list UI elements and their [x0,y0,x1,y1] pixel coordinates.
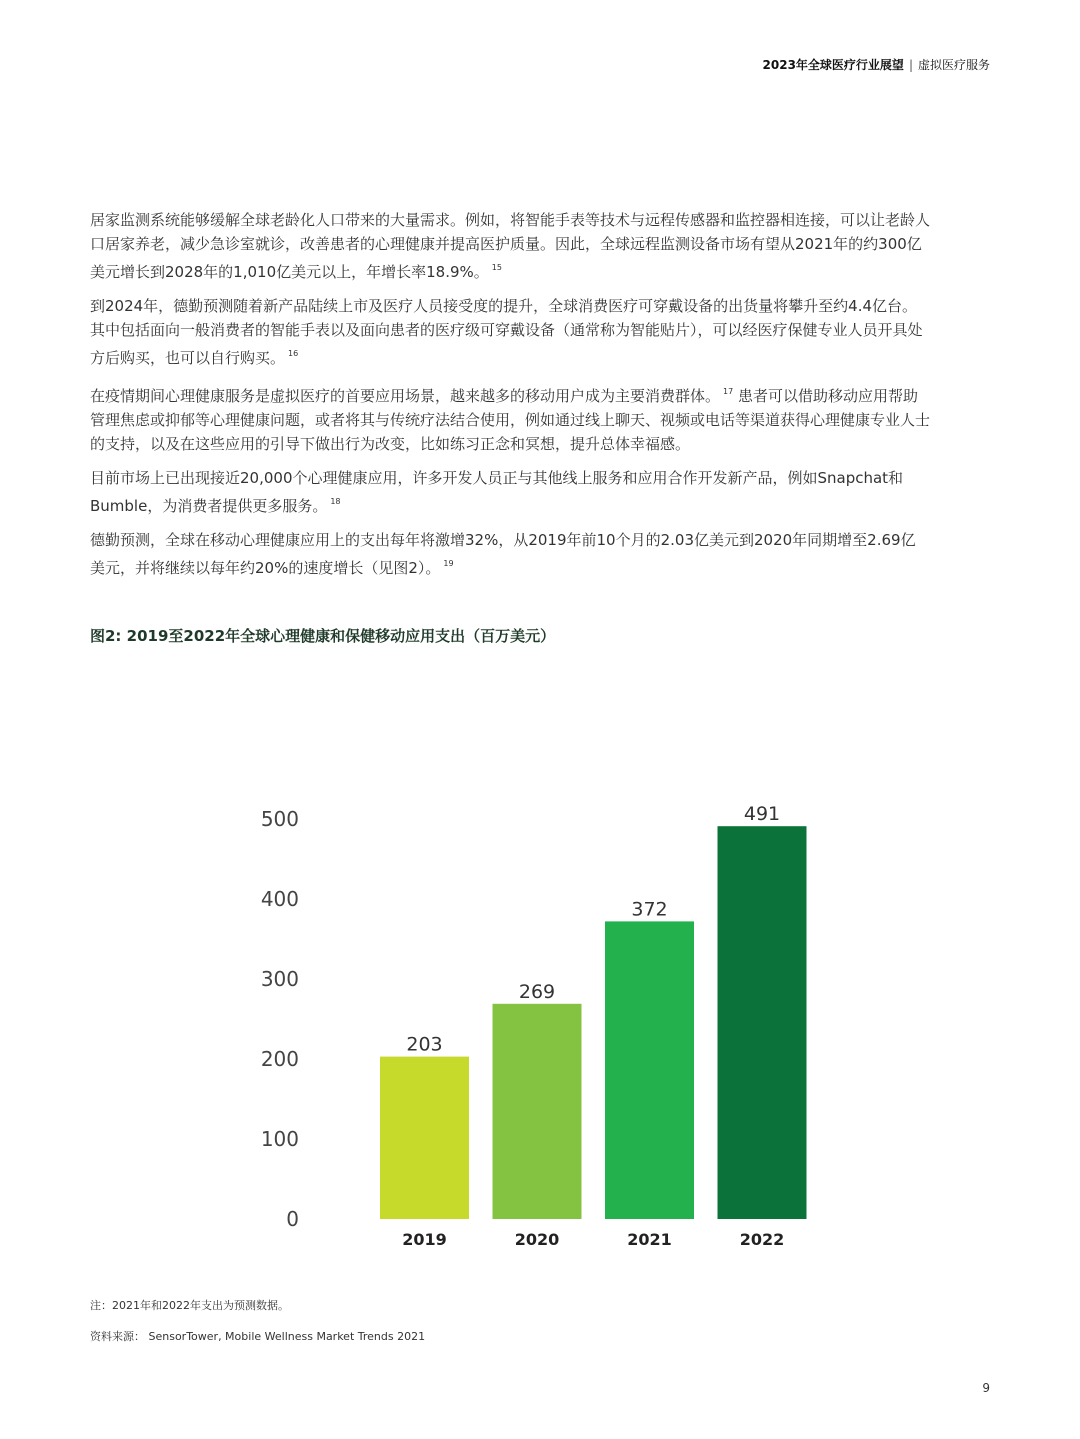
figure-title: 图2: 2019至2022年全球心理健康和保健移动应用支出（百万美元） [90,627,556,645]
y-tick-label: 500 [260,807,299,831]
footnote-ref: 17 [723,387,734,396]
y-tick-label: 0 [286,1207,299,1231]
y-tick-label: 400 [260,887,299,911]
paragraph: 居家监测系统能够缓解全球老龄化人口带来的大量需求。例如，将智能手表等技术与远程传感器和监控器相连接，可以让老龄人口居家养老，减少急诊室就诊，改善患者的心理健康并提高医护质量。因此，全球远程监测设备市场有望从2021年的约300亿美元增长到2028年的1,010亿美元以上，年增长率18.9%。 $^{15}$ [90,211,931,281]
paragraph: 德勤预测，全球在移动心理健康应用上的支出每年将激增32%，从2019年前10个月的2.03亿美元到2020年同期增至2.69亿美元，并将继续以每年约20%的速度增长（见图2）。 $^{19}$ [90,531,916,577]
footnote-ref: 15 [491,263,502,272]
y-tick-label: 300 [260,967,299,991]
x-tick-label: 2021 [627,1230,672,1249]
paragraph: 在疫情期间心理健康服务是虚拟医疗的首要应用场景，越来越多的移动用户成为主要消费群体。 $^{17}$ 患者可以借助移动应用帮助管理焦虑或抑郁等心理健康问题，或者将其与传统疗法结合使用，例如通过线上聊天、视频或电话等渠道获得心理健康专业人士的支持，以及在这些应用的引导下做出行为改变，比如练习正念和冥想，提升总体幸福感。 [90,387,931,453]
x-tick-label: 2020 [514,1230,560,1249]
data-label: 491 [743,803,781,826]
section-name: 虚拟医疗服务 [917,58,990,72]
y-tick-label: 200 [260,1047,299,1071]
footnote-ref: 18 [330,497,341,506]
chart-source: 资料来源： SensorTower, Mobile Wellness Market Trends 2021 [90,1330,426,1343]
bar-2021 [605,921,694,1219]
header-separator: | [908,58,913,72]
chart-note: 注：2021年和2022年支出为预测数据。 [90,1299,289,1312]
bar-2019 [380,1057,469,1219]
footnote-ref: 19 [443,559,454,568]
data-label: 372 [631,898,668,921]
y-tick-label: 100 [260,1127,299,1151]
bar-2022 [718,826,807,1219]
footnote-ref: 16 [288,349,299,358]
data-label: 203 [406,1033,443,1056]
report-title: 2023年全球医疗行业展望 [762,58,904,72]
page-number: 9 [982,1381,990,1395]
paragraph: 到2024年，德勤预测随着新产品陆续上市及医疗人员接受度的提升，全球消费医疗可穿戴设备的出货量将攀升至约4.4亿台。其中包括面向一般消费者的智能手表以及面向患者的医疗级可穿戴设备（通常称为智能贴片），可以经医疗保健专业人员开具处方后购买，也可以自行购买。 $^{16}$ [90,297,923,367]
paragraph: 目前市场上已出现接近20,000个心理健康应用，许多开发人员正与其他线上服务和应用合作开发新产品，例如Snapchat和Bumble，为消费者提供更多服务。 $^{18}$ [90,469,904,515]
bar-2020 [493,1004,582,1219]
x-tick-label: 2022 [739,1230,785,1249]
data-label: 269 [518,980,556,1003]
x-tick-label: 2019 [402,1230,447,1249]
